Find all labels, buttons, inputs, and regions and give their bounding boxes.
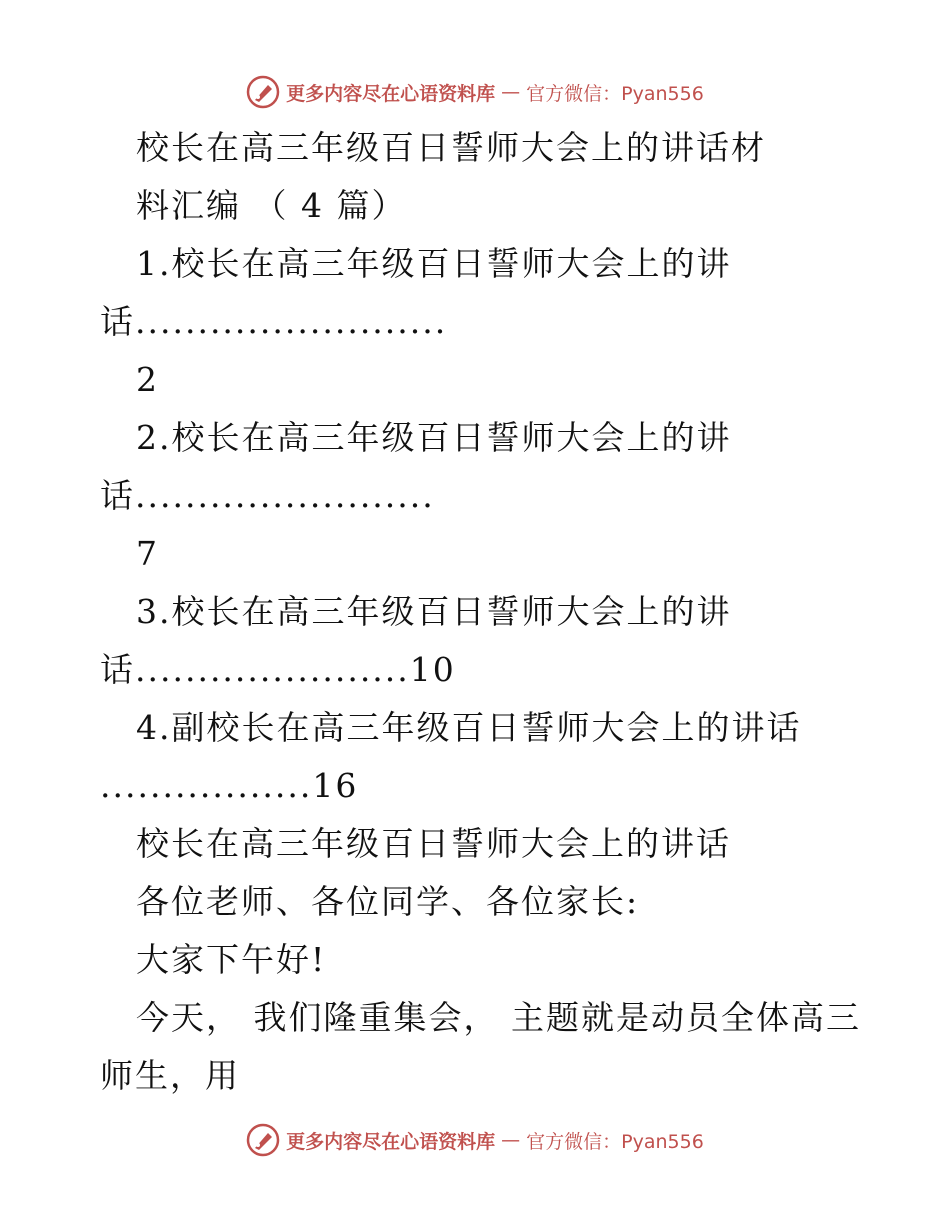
toc-item-3-title: 3.校长在高三年级百日誓师大会上的讲	[136, 592, 732, 631]
toc-item-1-page: 2	[136, 360, 159, 399]
footer-banner	[0, 1120, 950, 1160]
banner-separator: —	[501, 81, 521, 103]
banner-title: 更多内容尽在心语资料库	[286, 1130, 496, 1153]
header-banner	[0, 72, 950, 112]
speech-greeting: 大家下午好!	[136, 940, 327, 979]
banner-title: 更多内容尽在心语资料库	[286, 82, 496, 105]
pen-nib-logo-icon	[246, 75, 280, 109]
speech-paragraph-line-1: 今天， 我们隆重集会， 主题就是动员全体高三	[136, 998, 861, 1037]
speech-paragraph-line-2: 师生，用	[100, 1056, 240, 1095]
toc-item-4-title: 4.副校长在高三年级百日誓师大会上的讲话	[136, 708, 802, 747]
toc-item-3-leader: 话......................10	[100, 650, 456, 689]
toc-item-2-title: 2.校长在高三年级百日誓师大会上的讲	[136, 418, 732, 457]
pen-nib-logo-icon	[246, 1123, 280, 1157]
doc-title-line-1: 校长在高三年级百日誓师大会上的讲话材	[136, 128, 766, 167]
banner-wechat: 官方微信：Pyan556	[526, 82, 704, 105]
toc-item-4-leader: .................16	[100, 766, 359, 805]
banner-wechat: 官方微信：Pyan556	[526, 1130, 704, 1153]
toc-item-2-page: 7	[136, 534, 159, 573]
doc-title-line-2: 料汇编 （ 4 篇）	[136, 186, 407, 225]
toc-item-1-title: 1.校长在高三年级百日誓师大会上的讲	[136, 244, 732, 283]
banner-separator: —	[501, 1129, 521, 1151]
speech-salutation: 各位老师、各位同学、各位家长:	[136, 882, 640, 921]
toc-item-2-leader: 话........................	[100, 476, 435, 515]
toc-item-1-leader: 话.........................	[100, 302, 448, 341]
speech-title: 校长在高三年级百日誓师大会上的讲话	[136, 824, 731, 863]
